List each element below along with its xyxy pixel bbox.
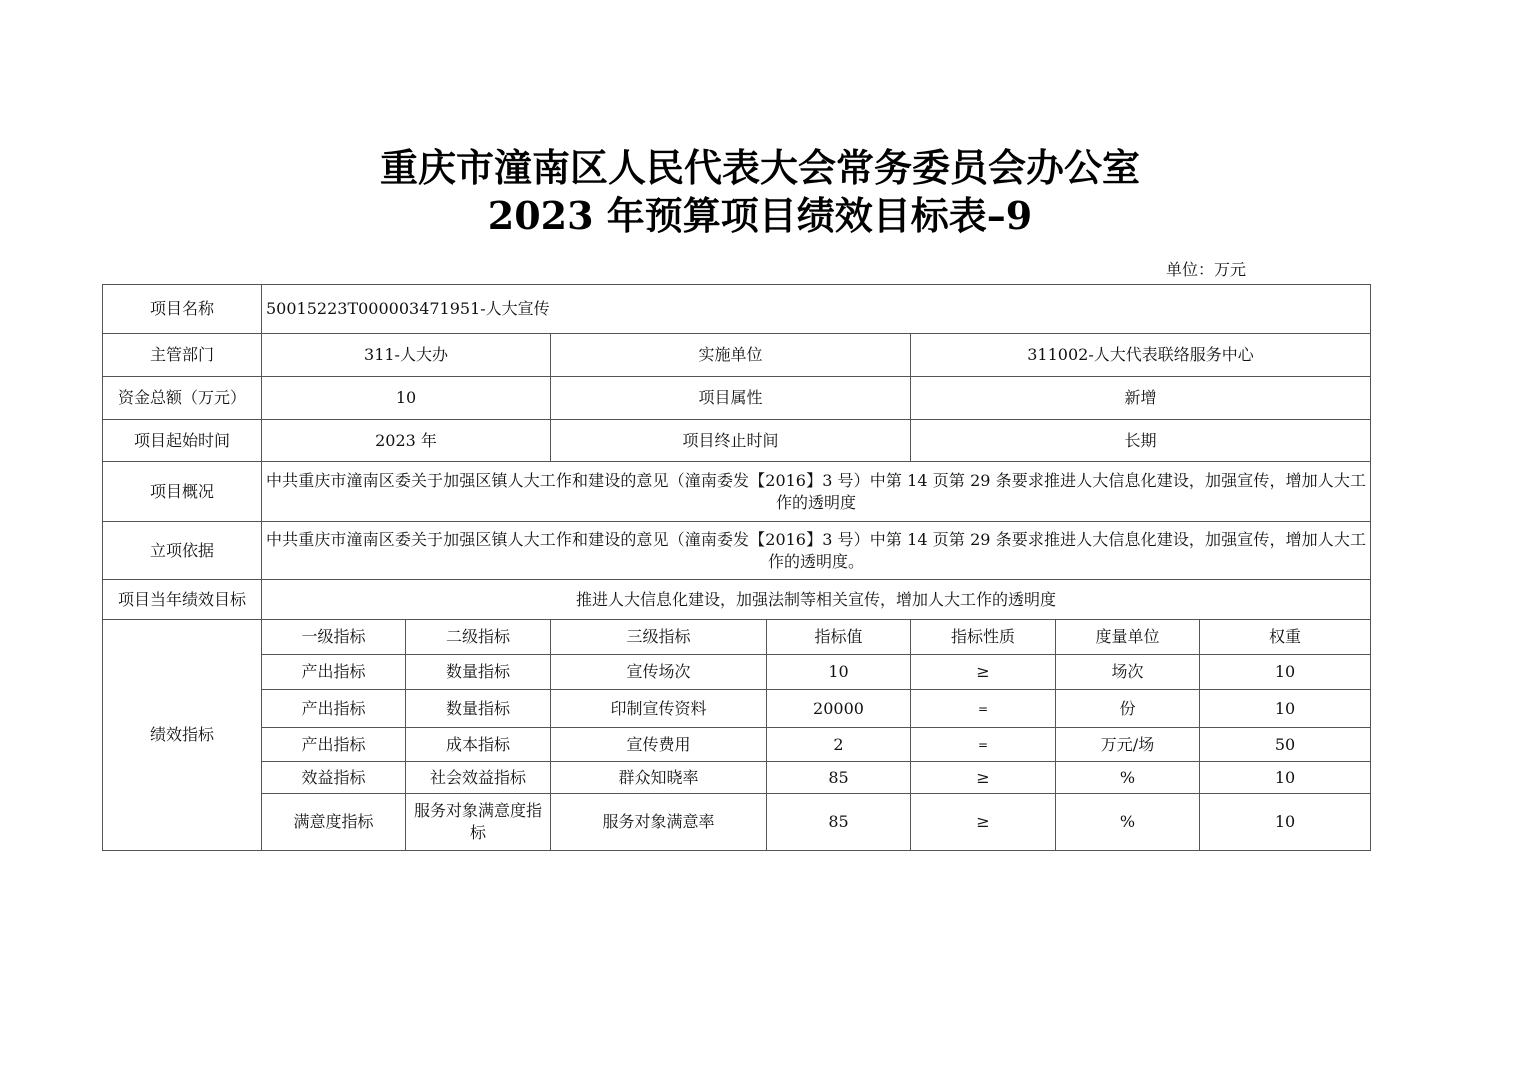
- basis-label: 立项依据: [103, 522, 262, 580]
- row-overview: [103, 462, 1371, 522]
- page-title-line2: 2023 年预算项目绩效目标表–9: [487, 193, 1033, 238]
- impl-unit-label: 实施单位: [551, 334, 911, 377]
- header-nature: 指标性质: [911, 620, 1056, 655]
- indicators-label: 绩效指标: [103, 620, 262, 851]
- header-unit: 度量单位: [1056, 620, 1200, 655]
- header-weight: 权重: [1200, 620, 1371, 655]
- indicator-value: 85: [767, 794, 911, 851]
- indicator-level3: 服务对象满意率: [551, 794, 767, 851]
- row-funds: [103, 377, 1371, 420]
- header-level1: 一级指标: [262, 620, 406, 655]
- indicator-nature: =: [911, 690, 1056, 728]
- dept-label: 主管部门: [103, 334, 262, 377]
- attribute-label: 项目属性: [551, 377, 911, 420]
- indicator-unit: %: [1056, 762, 1200, 794]
- overview-value: 中共重庆市潼南区委关于加强区镇人大工作和建设的意见（潼南委发【2016】3 号）中第 14 页第 29 条要求推进人大信息化建设，加强宣传，增加人大工作的透明度: [262, 462, 1371, 522]
- indicator-weight: 10: [1200, 762, 1371, 794]
- unit-label: 单位：万元: [1166, 260, 1247, 279]
- indicator-nature: =: [911, 728, 1056, 762]
- indicator-weight: 50: [1200, 728, 1371, 762]
- row-project-name: [103, 285, 1371, 334]
- indicator-nature: ≥: [911, 762, 1056, 794]
- indicator-nature: ≥: [911, 794, 1056, 851]
- performance-table: [102, 284, 1371, 851]
- indicator-level2: 数量指标: [406, 690, 551, 728]
- indicator-level3: 宣传场次: [551, 655, 767, 690]
- goal-label: 项目当年绩效目标: [103, 580, 262, 620]
- indicator-level3: 宣传费用: [551, 728, 767, 762]
- indicator-level1: 满意度指标: [262, 794, 406, 851]
- row-time: [103, 420, 1371, 462]
- header-value: 指标值: [767, 620, 911, 655]
- indicator-level1: 产出指标: [262, 728, 406, 762]
- indicator-row: [103, 655, 1371, 690]
- indicator-header-row: [103, 620, 1371, 655]
- row-goal: [103, 580, 1371, 620]
- impl-unit-value: 311002-人大代表联络服务中心: [911, 334, 1371, 377]
- attribute-value: 新增: [911, 377, 1371, 420]
- goal-value: 推进人大信息化建设，加强法制等相关宣传，增加人大工作的透明度: [262, 580, 1371, 620]
- page-title-line1: 重庆市潼南区人民代表大会常务委员会办公室: [379, 145, 1140, 190]
- indicator-level3: 群众知晓率: [551, 762, 767, 794]
- indicator-row: [103, 794, 1371, 851]
- funds-value: 10: [262, 377, 551, 420]
- indicator-row: [103, 690, 1371, 728]
- header-level3: 三级指标: [551, 620, 767, 655]
- project-name-value: 50015223T000003471951-人大宣传: [262, 285, 1371, 334]
- indicator-weight: 10: [1200, 690, 1371, 728]
- indicator-nature: ≥: [911, 655, 1056, 690]
- indicator-level1: 产出指标: [262, 690, 406, 728]
- indicator-weight: 10: [1200, 655, 1371, 690]
- dept-value: 311-人大办: [262, 334, 551, 377]
- indicator-level1: 效益指标: [262, 762, 406, 794]
- indicator-unit: 场次: [1056, 655, 1200, 690]
- indicator-level3: 印制宣传资料: [551, 690, 767, 728]
- funds-label: 资金总额（万元）: [103, 377, 262, 420]
- indicator-value: 85: [767, 762, 911, 794]
- end-time-label: 项目终止时间: [551, 420, 911, 462]
- indicator-value: 10: [767, 655, 911, 690]
- indicator-value: 20000: [767, 690, 911, 728]
- indicator-level2: 数量指标: [406, 655, 551, 690]
- indicator-row: [103, 762, 1371, 794]
- indicator-row: [103, 728, 1371, 762]
- indicator-value: 2: [767, 728, 911, 762]
- indicator-unit: %: [1056, 794, 1200, 851]
- end-time-value: 长期: [911, 420, 1371, 462]
- indicator-level2: 服务对象满意度指标: [406, 794, 551, 851]
- project-name-label: 项目名称: [103, 285, 262, 334]
- indicator-level2: 成本指标: [406, 728, 551, 762]
- row-dept: [103, 334, 1371, 377]
- indicator-unit: 份: [1056, 690, 1200, 728]
- basis-value: 中共重庆市潼南区委关于加强区镇人大工作和建设的意见（潼南委发【2016】3 号）中第 14 页第 29 条要求推进人大信息化建设，加强宣传，增加人大工作的透明度。: [262, 522, 1371, 580]
- indicator-weight: 10: [1200, 794, 1371, 851]
- start-time-label: 项目起始时间: [103, 420, 262, 462]
- indicator-level1: 产出指标: [262, 655, 406, 690]
- indicator-unit: 万元/场: [1056, 728, 1200, 762]
- overview-label: 项目概况: [103, 462, 262, 522]
- header-level2: 二级指标: [406, 620, 551, 655]
- indicator-level2: 社会效益指标: [406, 762, 551, 794]
- row-basis: [103, 522, 1371, 580]
- start-time-value: 2023 年: [262, 420, 551, 462]
